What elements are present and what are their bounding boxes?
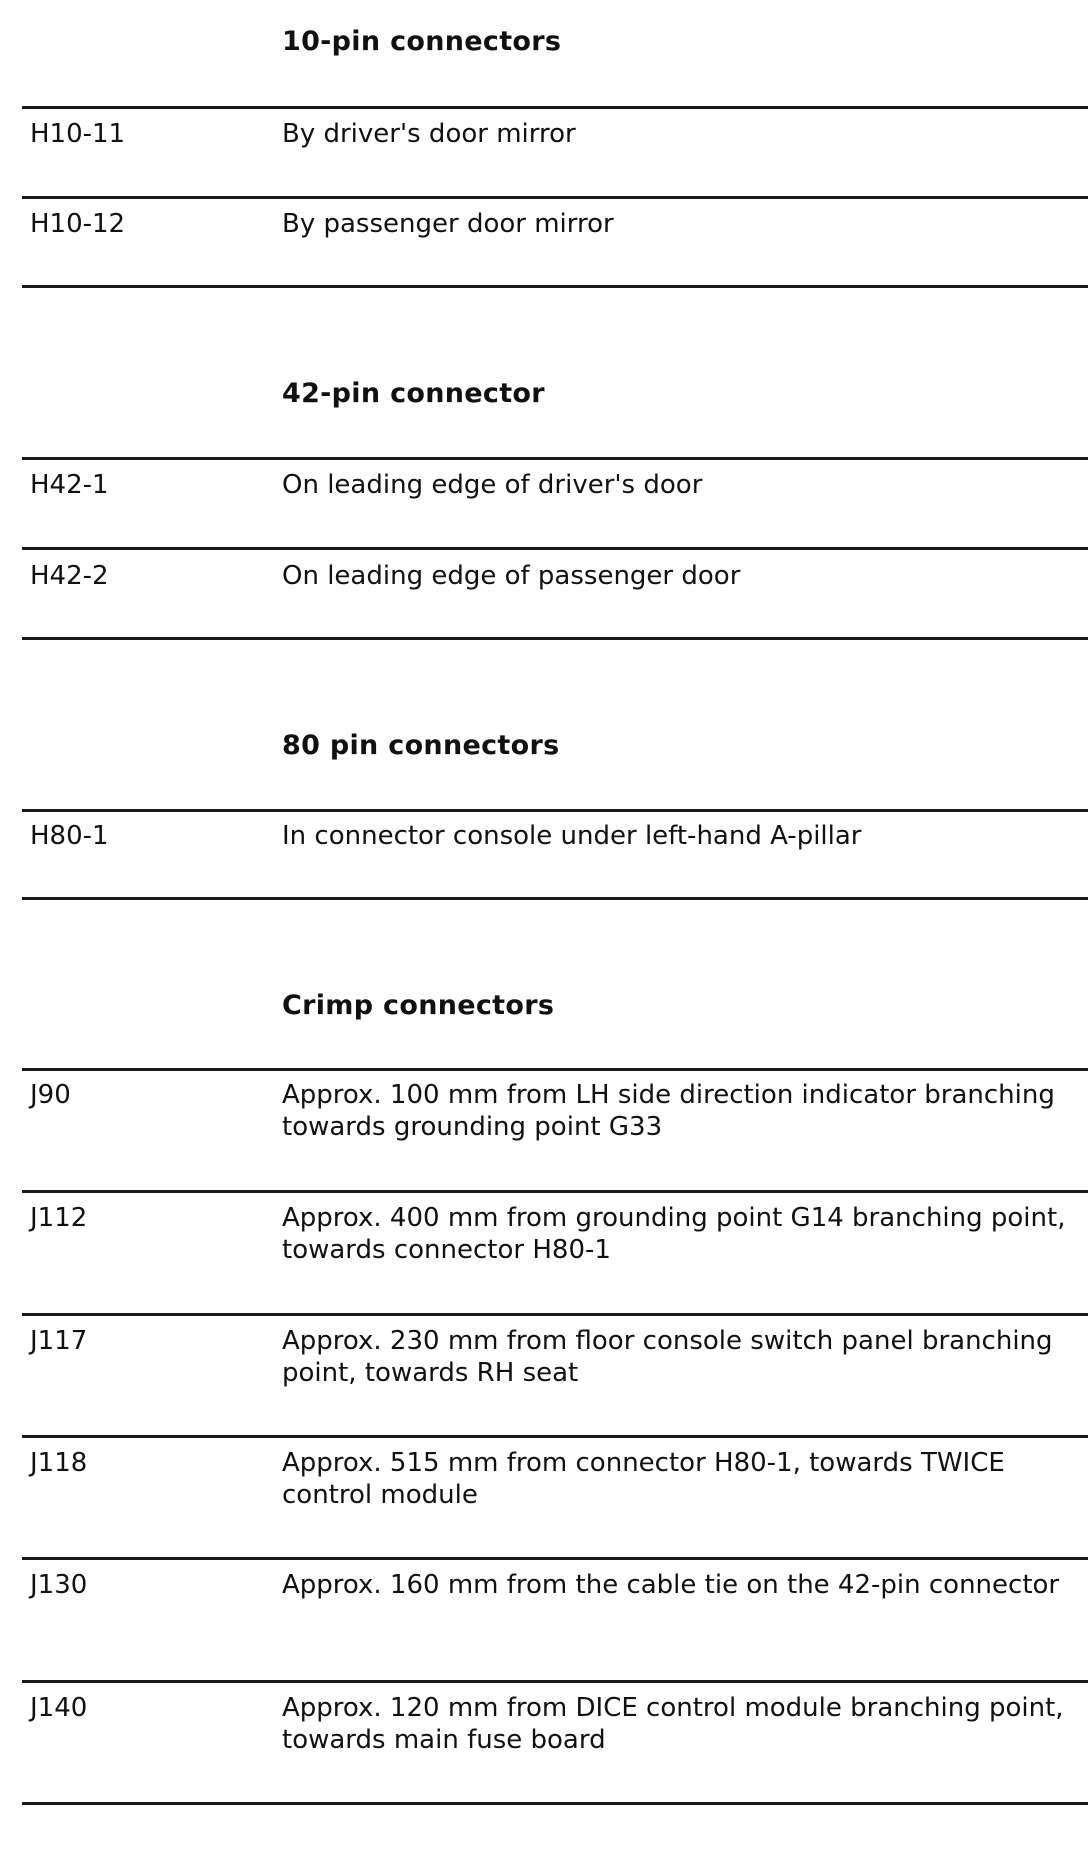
connector-location: On leading edge of passenger door	[282, 561, 741, 591]
table-rule	[22, 1802, 1088, 1805]
connector-id: H10-12	[30, 209, 126, 239]
connector-id: J118	[30, 1448, 88, 1478]
table-rule	[22, 457, 1088, 460]
section-heading-10-pin: 10-pin connectors	[282, 26, 562, 57]
section-heading-42-pin: 42-pin connector	[282, 378, 545, 409]
connector-location: Approx. 160 mm from the cable tie on the 42-pin connector	[282, 1570, 1060, 1600]
table-rule	[22, 196, 1088, 199]
connector-location: Approx. 515 mm from connector H80-1, towards TWICE control module	[282, 1448, 1005, 1510]
table-rule	[22, 106, 1088, 109]
section-heading-crimp: Crimp connectors	[282, 990, 555, 1021]
connector-id: J130	[30, 1570, 88, 1600]
table-rule	[22, 637, 1088, 640]
table-rule	[22, 285, 1088, 288]
connector-location: By driver's door mirror	[282, 119, 576, 149]
connector-id: J90	[30, 1080, 71, 1110]
connector-location: Approx. 120 mm from DICE control module branching point, towards main fuse board	[282, 1693, 1064, 1755]
table-rule	[22, 1190, 1088, 1193]
connector-location: Approx. 100 mm from LH side direction indicator branching towards grounding point G33	[282, 1080, 1055, 1142]
connector-id: H42-2	[30, 561, 109, 591]
connector-location: In connector console under left-hand A-pillar	[282, 821, 862, 851]
table-rule	[22, 1557, 1088, 1560]
table-rule	[22, 1068, 1088, 1071]
connector-location: Approx. 230 mm from floor console switch panel branching point, towards RH seat	[282, 1326, 1053, 1388]
connector-location: Approx. 400 mm from grounding point G14 branching point, towards connector H80-1	[282, 1203, 1066, 1265]
table-rule	[22, 547, 1088, 550]
connector-id: J112	[30, 1203, 88, 1233]
connector-id: J117	[30, 1326, 88, 1356]
table-rule	[22, 897, 1088, 900]
connector-id: J140	[30, 1693, 88, 1723]
table-rule	[22, 1680, 1088, 1683]
connector-id: H80-1	[30, 821, 109, 851]
table-rule	[22, 1435, 1088, 1438]
connector-id: H10-11	[30, 119, 126, 149]
section-heading-80-pin: 80 pin connectors	[282, 730, 560, 761]
connector-id: H42-1	[30, 470, 109, 500]
connector-location: On leading edge of driver's door	[282, 470, 703, 500]
connector-location: By passenger door mirror	[282, 209, 614, 239]
table-rule	[22, 1313, 1088, 1316]
table-rule	[22, 809, 1088, 812]
